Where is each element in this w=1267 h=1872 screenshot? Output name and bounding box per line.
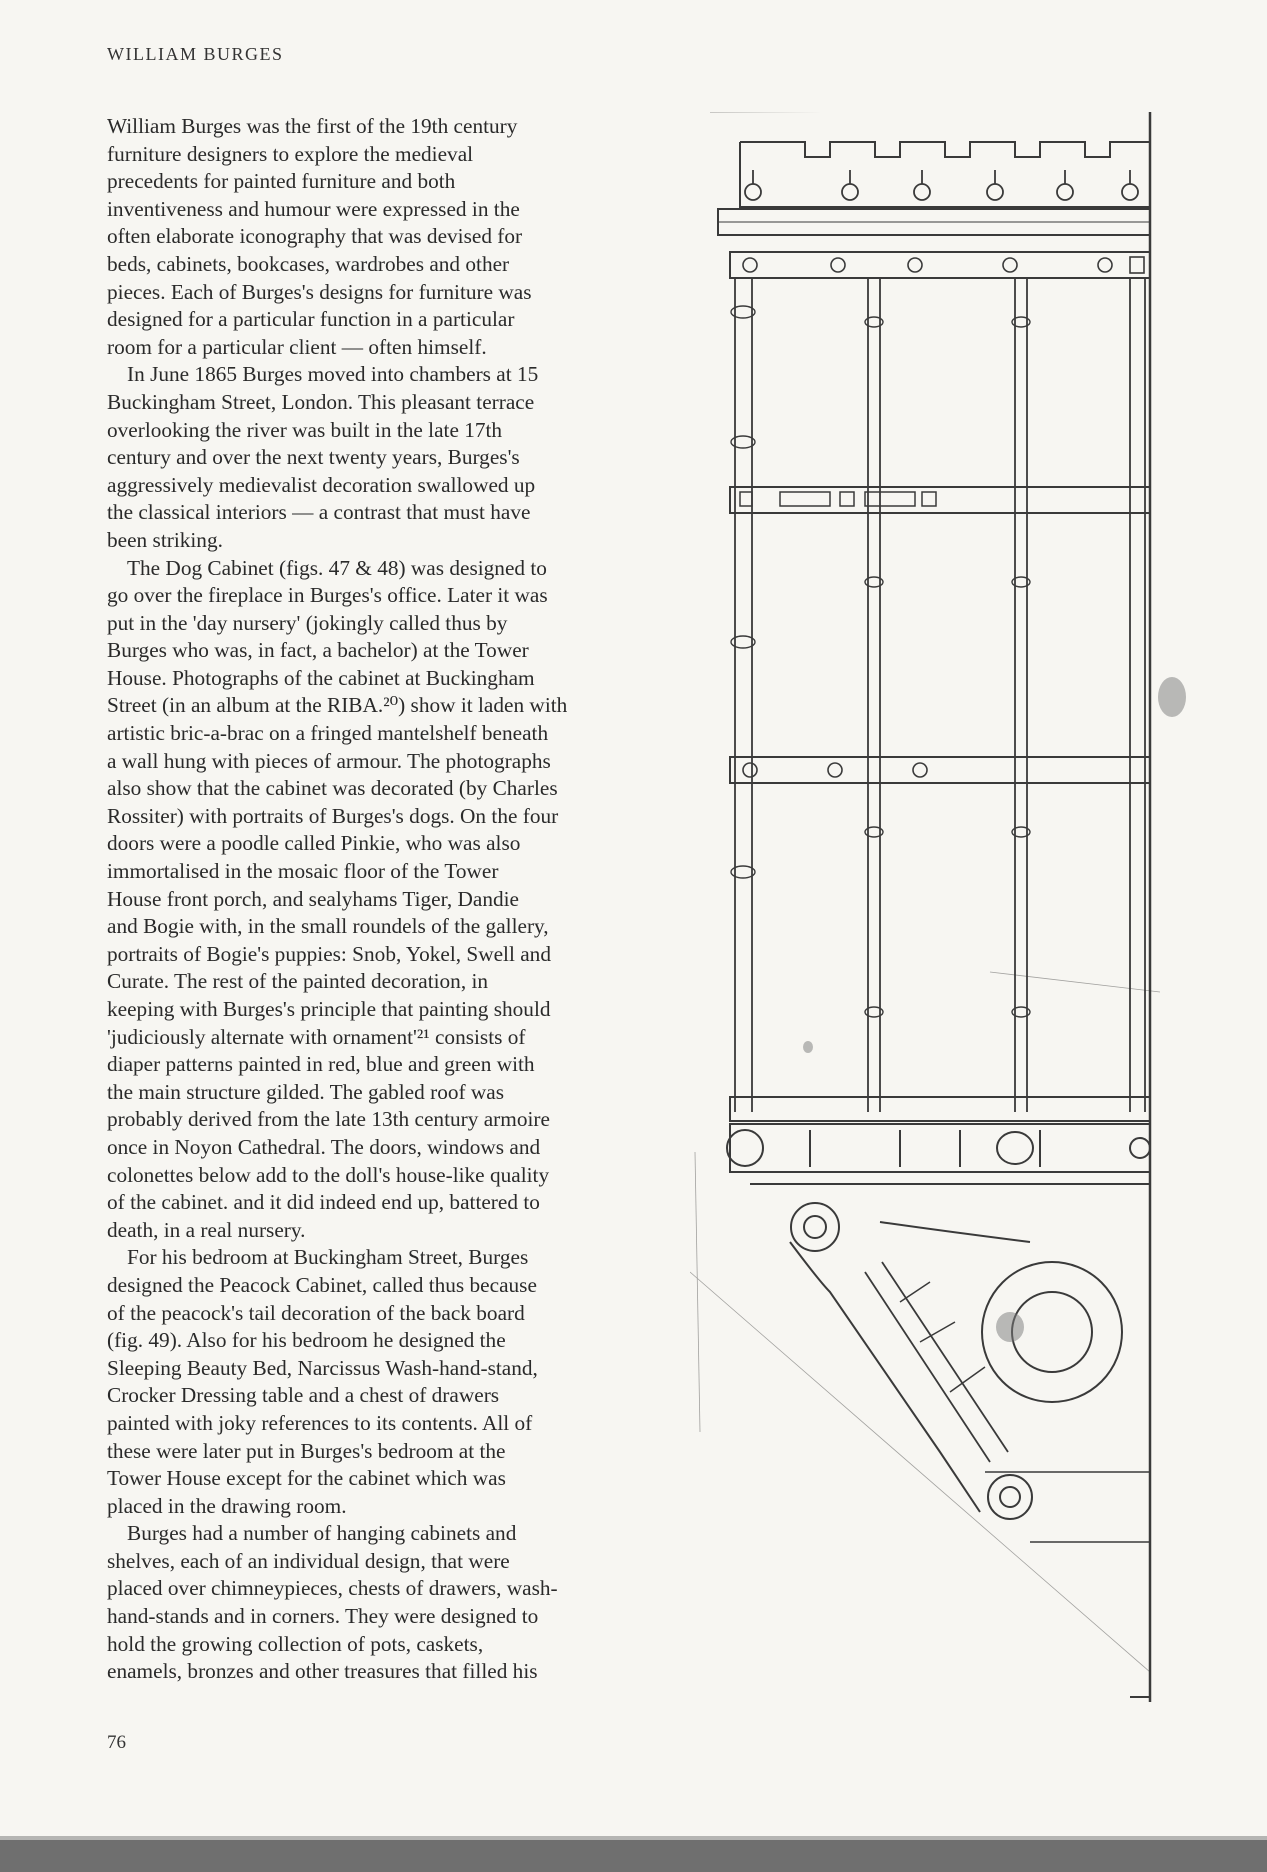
line: room for a particular client — often himself. [107, 334, 487, 359]
line: Buckingham Street, London. This pleasant terrace [107, 389, 535, 414]
line: the main structure gilded. The gabled roof was [107, 1079, 505, 1104]
top-frieze [730, 252, 1150, 278]
paragraph-3 [107, 555, 662, 1245]
line: diaper patterns painted in red, blue and green with [107, 1052, 535, 1077]
line: century and over the next twenty years, Burges's [107, 445, 520, 470]
line: shelves, each of an individual design, that were [107, 1548, 510, 1573]
line: Crocker Dressing table and a chest of drawers [107, 1383, 500, 1408]
line: doors were a poodle called Pinkie, who was also [107, 831, 521, 856]
line: a wall hung with pieces of armour. The photographs [107, 748, 551, 773]
line: William Burges was the first of the 19th century [107, 114, 518, 138]
lower-shelf-rail [730, 1097, 1150, 1121]
middle-roundels [743, 763, 927, 777]
line: In June 1865 Burges moved into chambers at 15 [127, 362, 539, 387]
top-roundels [743, 257, 1144, 273]
line: immortalised in the mosaic floor of the Tower [107, 859, 499, 884]
cabinet-drawing [690, 112, 1230, 1702]
line: hand-stands and in corners. They were designed to [107, 1604, 539, 1629]
running-head: WILLIAM BURGES [107, 44, 284, 64]
line: Street (in an album at the RIBA.²⁰) show it laden with [107, 693, 568, 718]
line: precedents for painted furniture and both [107, 169, 456, 194]
line: (fig. 49). Also for his bedroom he designed the [107, 1328, 506, 1353]
line: The Dog Cabinet (figs. 47 & 48) was designed to [127, 555, 547, 580]
line: House. Photographs of the cabinet at Buckingham [107, 665, 535, 690]
line: beds, cabinets, bookcases, wardrobes and other [107, 251, 510, 276]
posts [731, 278, 1145, 1112]
paragraph-4 [107, 1244, 662, 1520]
line: enamels, bronzes and other treasures that filled his [107, 1659, 538, 1684]
line: Burges had a number of hanging cabinets and [127, 1521, 517, 1546]
bracket [750, 1184, 1150, 1542]
line: been striking. [107, 527, 223, 552]
paper-stains [803, 677, 1186, 1342]
line: overlooking the river was built in the late 17th [107, 417, 503, 442]
line: painted with joky references to its contents. All of [107, 1410, 533, 1435]
line: For his bedroom at Buckingham Street, Burges [127, 1245, 529, 1270]
scan-edge [0, 1840, 1267, 1872]
line: artistic bric-a-brac on a fringed mantelshelf beneath [107, 721, 549, 746]
cornice-crenellation [740, 142, 1150, 207]
upper-rail-panels [740, 492, 936, 506]
line: placed in the drawing room. [107, 1493, 347, 1518]
line: once in Noyon Cathedral. The doors, windows and [107, 1134, 541, 1159]
line: designed for a particular function in a particular [107, 307, 515, 332]
line: often elaborate iconography that was devised for [107, 224, 523, 249]
cornice-drops [745, 170, 1138, 200]
line: Sleeping Beauty Bed, Narcissus Wash-hand-stand, [107, 1355, 538, 1380]
line: put in the 'day nursery' (jokingly called thus by [107, 610, 508, 635]
line: hold the growing collection of pots, caskets, [107, 1631, 484, 1656]
line: of the cabinet. and it did indeed end up, battered to [107, 1190, 540, 1215]
line: keeping with Burges's principle that painting should [107, 997, 551, 1021]
line: Burges who was, in fact, a bachelor) at the Tower [107, 638, 529, 663]
upper-shelf-rail [730, 487, 1150, 513]
line: aggressively medievalist decoration swallowed up [107, 472, 536, 497]
construction-lines [690, 972, 1160, 1672]
line: designed the Peacock Cabinet, called thus because [107, 1272, 537, 1297]
line: furniture designers to explore the medieval [107, 141, 474, 166]
line: probably derived from the late 13th century armoire [107, 1107, 550, 1132]
base-moulding [730, 1124, 1150, 1172]
line: Tower House except for the cabinet which was [107, 1466, 506, 1491]
line: and Bogie with, in the small roundels of the gallery, [107, 914, 549, 939]
line: also show that the cabinet was decorated (by Charles [107, 776, 558, 801]
line: go over the fireplace in Burges's office. Later it was [107, 583, 548, 608]
line: Curate. The rest of the painted decoration, in [107, 969, 489, 994]
line: placed over chimneypieces, chests of drawers, wash- [107, 1576, 558, 1601]
line: death, in a real nursery. [107, 1217, 306, 1242]
paragraph-1 [107, 113, 662, 361]
middle-shelf-rail [730, 757, 1150, 783]
line: inventiveness and humour were expressed in the [107, 196, 520, 221]
line: these were later put in Burges's bedroom at the [107, 1438, 506, 1463]
line: pieces. Each of Burges's designs for furniture was [107, 279, 532, 304]
paragraph-5 [107, 1520, 662, 1686]
paragraph-2 [107, 361, 662, 554]
line: portraits of Bogie's puppies: Snob, Yokel, Swell and [107, 941, 551, 966]
line: 'judiciously alternate with ornament'²¹ consists of [107, 1024, 526, 1049]
line: colonettes below add to the doll's house-like quality [107, 1162, 550, 1187]
page-number: 76 [107, 1732, 126, 1753]
body-text [107, 113, 662, 1686]
line: Rossiter) with portraits of Burges's dogs. On the four [107, 803, 559, 828]
line: the classical interiors — a contrast that must have [107, 500, 531, 525]
line: of the peacock's tail decoration of the back board [107, 1300, 525, 1325]
line: House front porch, and sealyhams Tiger, Dandie [107, 886, 519, 911]
